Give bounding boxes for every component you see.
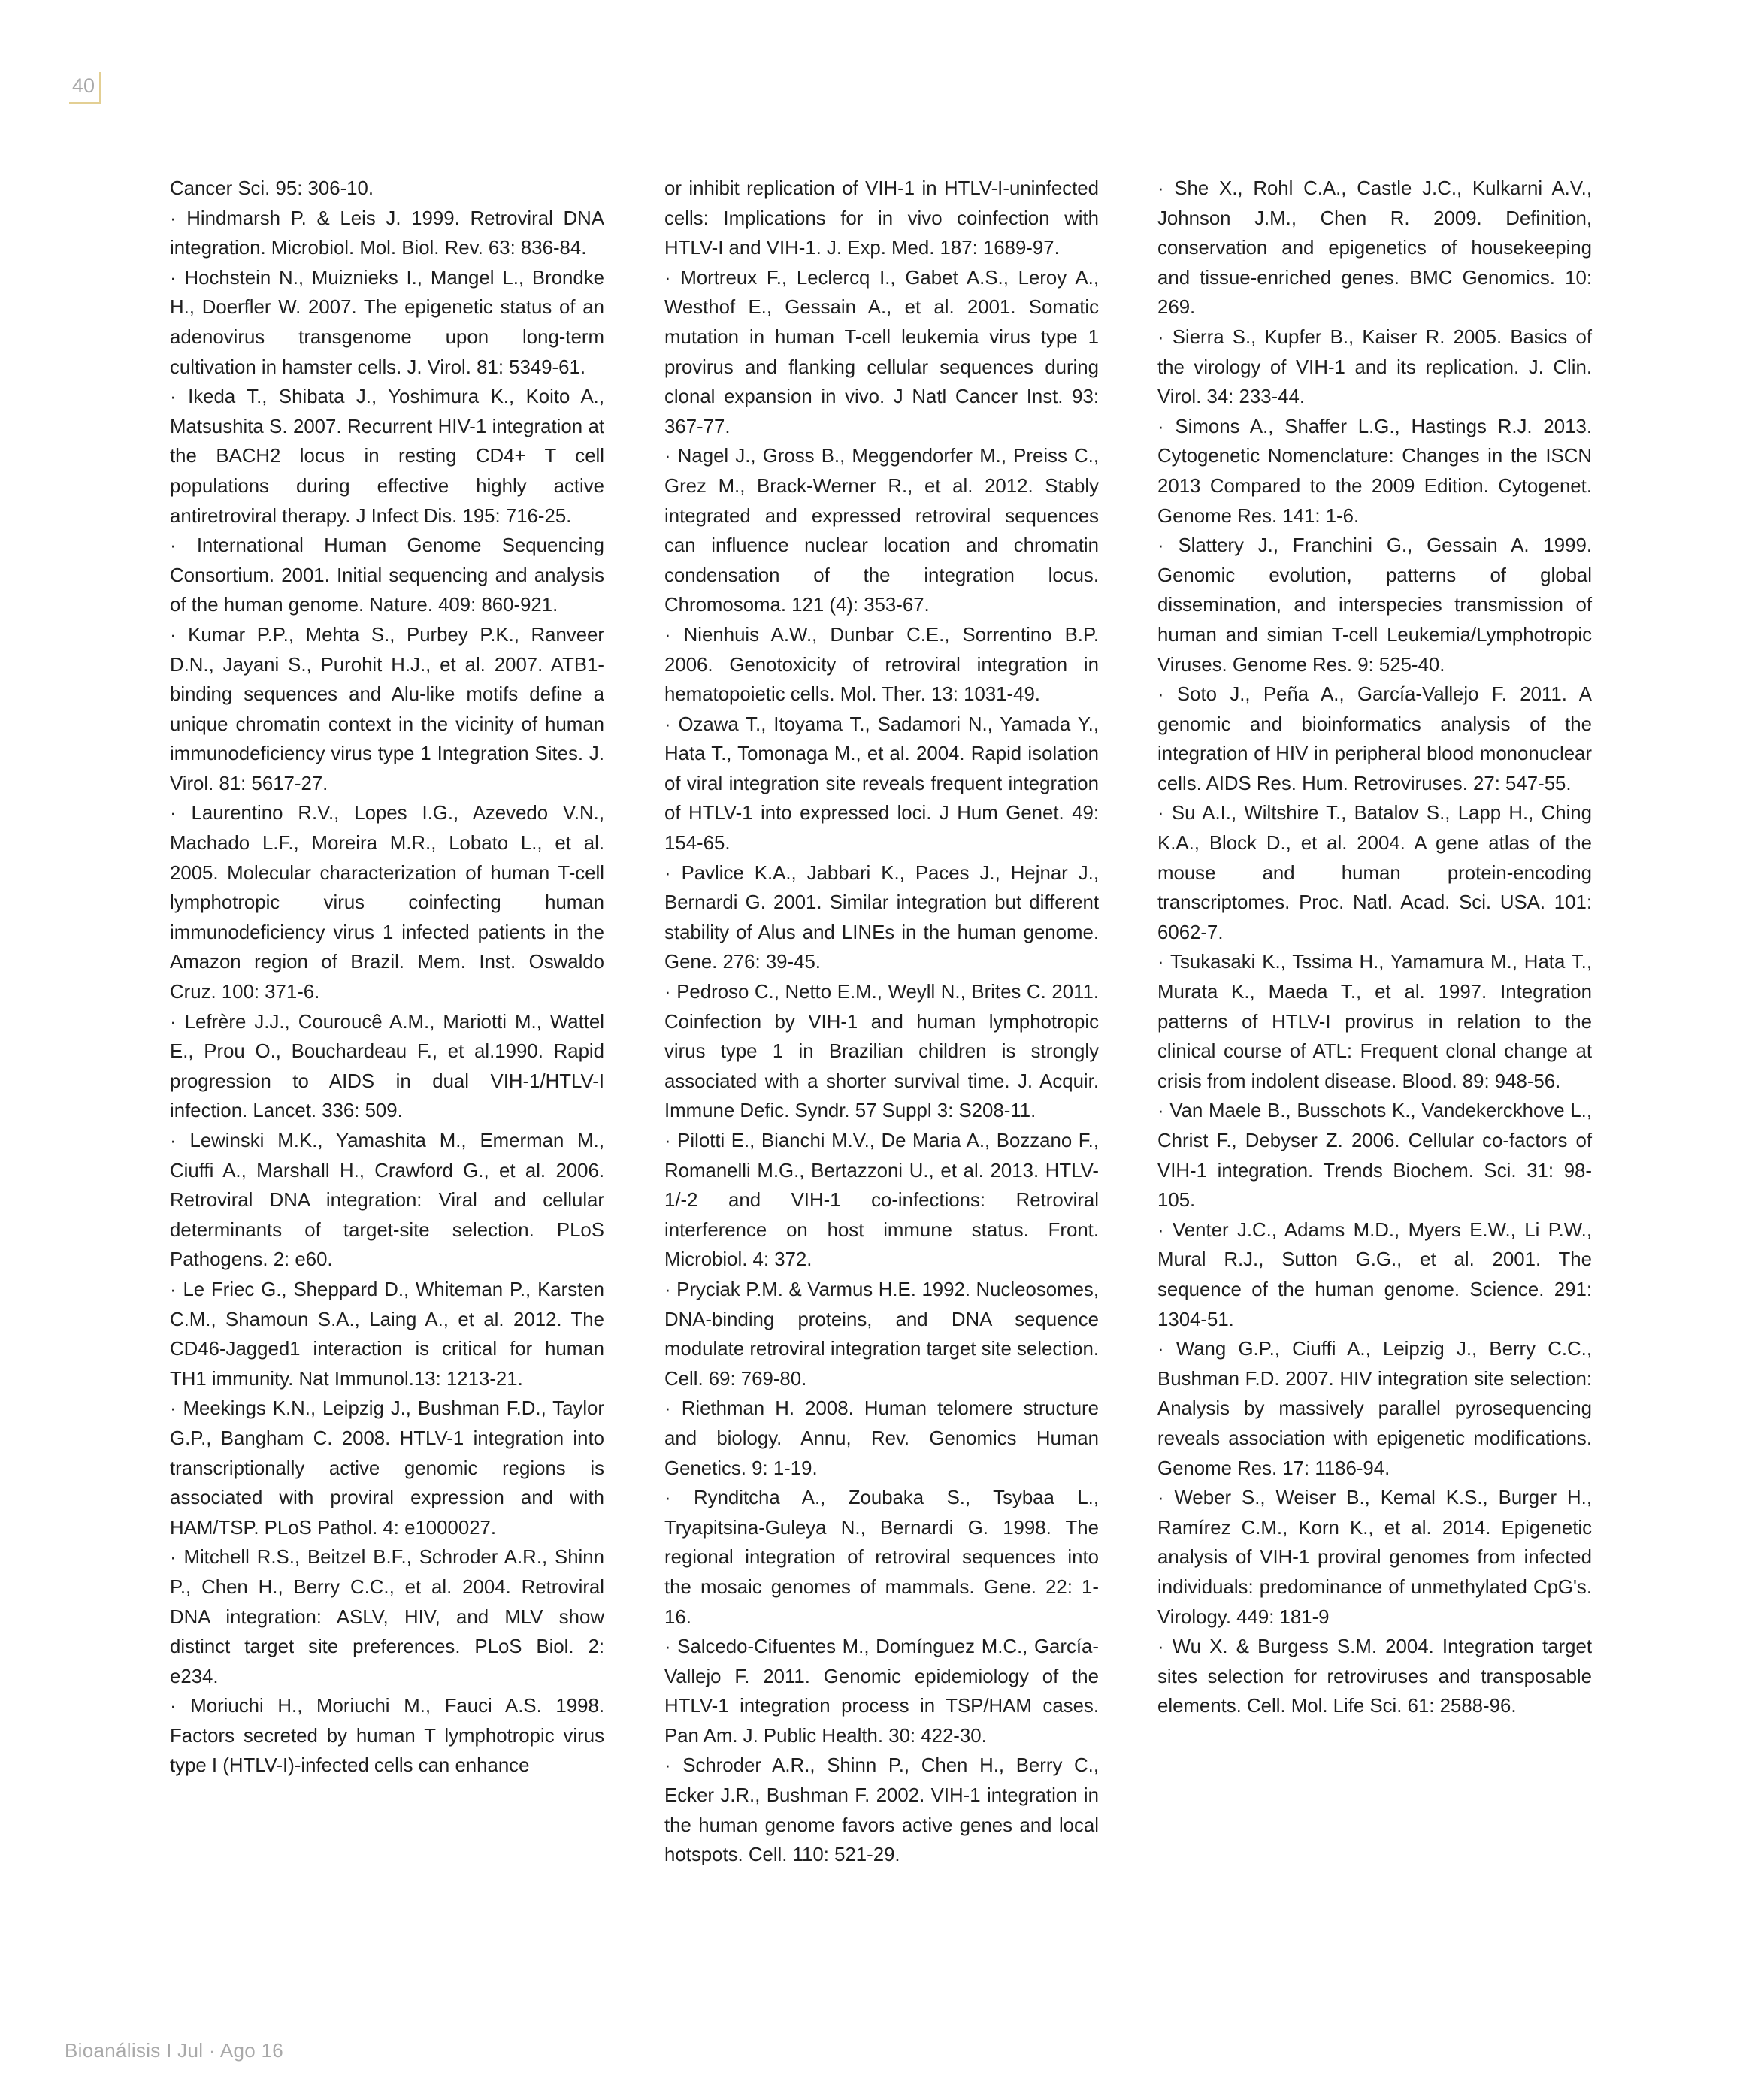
reference-entry: · Weber S., Weiser B., Kemal K.S., Burger H., Ramírez C.M., Korn K., et al. 2014. Epigenetic analysis of VIH-1 proviral genomes from infected individuals: predominance of unmethylated CpG's. Virology. 449: 181-9 [1157, 1487, 1592, 1628]
reference-entry: · Venter J.C., Adams M.D., Myers E.W., Li P.W., Mural R.J., Sutton G.G., et al. 2001. The sequence of the human genome. Science. 291: 1304-51. [1157, 1219, 1592, 1330]
reference-column-3 [1157, 174, 1592, 1722]
footer-journal-issue: Bioanálisis I Jul · Ago 16 [65, 2039, 284, 2062]
reference-entry: · Meekings K.N., Leipzig J., Bushman F.D., Taylor G.P., Bangham C. 2008. HTLV-1 integration into transcriptionally active genomic regions is associated with proviral expression and with HAM/TSP. PLoS Pathol. 4: e1000027. [170, 1398, 604, 1539]
reference-entry: · Wu X. & Burgess S.M. 2004. Integration target sites selection for retroviruses and transposable elements. Cell. Mol. Life Sci. 61: 2588-96. [1157, 1636, 1592, 1717]
reference-entry: · Soto J., Peña A., García-Vallejo F. 2011. A genomic and bioinformatics analysis of the integration of HIV in peripheral blood mononuclear cells. AIDS Res. Hum. Retroviruses. 27: 547-55. [1157, 684, 1592, 794]
reference-entry: · Rynditcha A., Zoubaka S., Tsybaa L., Tryapitsina-Guleya N., Bernardi G. 1998. The regional integration of retroviral sequences into the mosaic genomes of mammals. Gene. 22: 1-16. [664, 1487, 1099, 1628]
reference-entry: · Salcedo-Cifuentes M., Domínguez M.C., García-Vallejo F. 2011. Genomic epidemiology of the HTLV-1 integration process in TSP/HAM cases. Pan Am. J. Public Health. 30: 422-30. [664, 1636, 1099, 1747]
reference-entry: · Slattery J., Franchini G., Gessain A. 1999. Genomic evolution, patterns of global dissemination, and interspecies transmission of human and simian T-cell Leukemia/Lymphotropic Viruses. Genome Res. 9: 525-40. [1157, 535, 1592, 676]
reference-column-2 [664, 174, 1099, 1871]
reference-entry: · Su A.I., Wiltshire T., Batalov S., Lapp H., Ching K.A., Block D., et al. 2004. A gene atlas of the mouse and human protein-encoding transcriptomes. Proc. Natl. Acad. Sci. USA. 101: 6062-7. [1157, 803, 1592, 943]
reference-entry: · Sierra S., Kupfer B., Kaiser R. 2005. Basics of the virology of VIH-1 and its replication. J. Clin. Virol. 34: 233-44. [1157, 326, 1592, 408]
reference-entry: · Mitchell R.S., Beitzel B.F., Schroder A.R., Shinn P., Chen H., Berry C.C., et al. 2004. Retroviral DNA integration: ASLV, HIV, and MLV show distinct target site preferences. PLoS Biol. 2: e234. [170, 1547, 604, 1687]
reference-entry: · Van Maele B., Busschots K., Vandekerckhove L., Christ F., Debyser Z. 2006. Cellular co-factors of VIH-1 integration. Trends Biochem. Sci. 31: 98-105. [1157, 1100, 1592, 1212]
reference-entry: · Hindmarsh P. & Leis J. 1999. Retroviral DNA integration. Microbiol. Mol. Biol. Rev. 63: 836-84. [170, 207, 604, 259]
reference-entry: Cancer Sci. 95: 306-10. [170, 178, 374, 199]
reference-entry: · Tsukasaki K., Tssima H., Yamamura M., Hata T., Murata K., Maeda T., et al. 1997. Integration patterns of HTLV-I provirus in relation to the clinical course of ATL: Frequent clonal change at crisis from indolent disease. Blood. 89: 948-56. [1157, 952, 1592, 1092]
reference-entry: · She X., Rohl C.A., Castle J.C., Kulkarni A.V., Johnson J.M., Chen R. 2009. Definition, conservation and epigenetics of housekeeping and tissue-enriched genes. BMC Genomics. 10: 269. [1157, 178, 1592, 319]
reference-column-1 [170, 174, 604, 1781]
reference-entry: · Laurentino R.V., Lopes I.G., Azevedo V.N., Machado L.F., Moreira M.R., Lobato L., et al. 2005. Molecular characterization of human T-cell lymphotropic virus coinfecting human immunodeficiency virus 1 infected patients in the Amazon region of Brazil. Mem. Inst. Oswaldo Cruz. 100: 371-6. [170, 803, 604, 1003]
reference-entry: · International Human Genome Sequencing Consortium. 2001. Initial sequencing and analysis of the human genome. Nature. 409: 860-921. [170, 535, 604, 616]
reference-entry: · Ozawa T., Itoyama T., Sadamori N., Yamada Y., Hata T., Tomonaga M., et al. 2004. Rapid isolation of viral integration site reveals frequent integration of HTLV-1 into expressed loci. J Hum Genet. 49: 154-65. [664, 713, 1099, 855]
reference-entry: · Pilotti E., Bianchi M.V., De Maria A., Bozzano F., Romanelli M.G., Bertazzoni U., et al. 2013. HTLV-1/-2 and VIH-1 co-infections: Retroviral interference on host immune status. Front. Microbiol. 4: 372. [664, 1130, 1099, 1271]
reference-entry: · Pedroso C., Netto E.M., Weyll N., Brites C. 2011. Coinfection by VIH-1 and human lymphotropic virus type 1 in Brazilian children is strongly associated with a shorter survival time. J. Acquir. Immune Defic. Syndr. 57 Suppl 3: S208-11. [664, 982, 1099, 1122]
reference-entry: · Hochstein N., Muiznieks I., Mangel L., Brondke H., Doerfler W. 2007. The epigenetic status of an adenovirus transgenome upon long-term cultivation in hamster cells. J. Virol. 81: 5349-61. [170, 267, 604, 378]
reference-entry: · Kumar P.P., Mehta S., Purbey P.K., Ranveer D.N., Jayani S., Purohit H.J., et al. 2007. ATB1-binding sequences and Alu-like motifs define a unique chromatin context in the vicinity of human immunodeficiency virus type 1 Integration Sites. J. Virol. 81: 5617-27. [170, 624, 604, 794]
reference-entry: or inhibit replication of VIH-1 in HTLV-I-uninfected cells: Implications for in vivo coinfection with HTLV-I and VIH-1. J. Exp. Med. 187: 1689-97. [664, 178, 1099, 259]
reference-entry: · Riethman H. 2008. Human telomere structure and biology. Annu, Rev. Genomics Human Genetics. 9: 1-19. [664, 1398, 1099, 1479]
reference-entry: · Simons A., Shaffer L.G., Hastings R.J. 2013. Cytogenetic Nomenclature: Changes in the ISCN 2013 Compared to the 2009 Edition. Cytogenet. Genome Res. 141: 1-6. [1157, 416, 1592, 527]
reference-entry: · Pavlice K.A., Jabbari K., Paces J., Hejnar J., Bernardi G. 2001. Similar integration but different stability of Alus and LINEs in the human genome. Gene. 276: 39-45. [664, 862, 1099, 973]
page-number: 40 [69, 72, 101, 104]
reference-entry: · Mortreux F., Leclercq I., Gabet A.S., Leroy A., Westhof E., Gessain A., et al. 2001. Somatic mutation in human T-cell leukemia virus type 1 provirus and flanking cellular sequences during clonal expansion in vivo. J Natl Cancer Inst. 93: 367-77. [664, 267, 1099, 437]
reference-entry: · Le Friec G., Sheppard D., Whiteman P., Karsten C.M., Shamoun S.A., Laing A., et al. 2012. The CD46-Jagged1 interaction is critical for human TH1 immunity. Nat Immunol.13: 1213-21. [170, 1278, 604, 1390]
reference-entry: · Wang G.P., Ciuffi A., Leipzig J., Berry C.C., Bushman F.D. 2007. HIV integration site selection: Analysis by massively parallel pyrosequencing reveals association with epigenetic modifications. Genome Res. 17: 1186-94. [1157, 1339, 1592, 1479]
reference-entry: · Schroder A.R., Shinn P., Chen H., Berry C., Ecker J.R., Bushman F. 2002. VIH-1 integration in the human genome favors active genes and local hotspots. Cell. 110: 521-29. [664, 1755, 1099, 1866]
reference-entry: · Ikeda T., Shibata J., Yoshimura K., Koito A., Matsushita S. 2007. Recurrent HIV-1 integration at the BACH2 locus in resting CD4+ T cell populations during effective highly active antiretroviral therapy. J Infect Dis. 195: 716-25. [170, 386, 604, 527]
reference-entry: · Nienhuis A.W., Dunbar C.E., Sorrentino B.P. 2006. Genotoxicity of retroviral integration in hematopoietic cells. Mol. Ther. 13: 1031-49. [664, 624, 1099, 706]
reference-entry: · Pryciak P.M. & Varmus H.E. 1992. Nucleosomes, DNA-binding proteins, and DNA sequence modulate retroviral integration target site selection. Cell. 69: 769-80. [664, 1278, 1099, 1390]
reference-entry: · Nagel J., Gross B., Meggendorfer M., Preiss C., Grez M., Brack-Werner R., et al. 2012. Stably integrated and expressed retroviral sequences can influence nuclear location and chromatin condensation of the integration locus. Chromosoma. 121 (4): 353-67. [664, 446, 1099, 616]
reference-entry: · Moriuchi H., Moriuchi M., Fauci A.S. 1998. Factors secreted by human T lymphotropic virus type I (HTLV-I)-infected cells can enhance [170, 1696, 604, 1777]
reference-entry: · Lefrère J.J., Courouсê A.M., Mariotti M., Wattel E., Prou O., Bouchardeau F., et al.1990. Rapid progression to AIDS in dual VIH-1/HTLV-I infection. Lancet. 336: 509. [170, 1011, 604, 1122]
reference-entry: · Lewinski M.K., Yamashita M., Emerman M., Ciuffi A., Marshall H., Crawford G., et al. 2006. Retroviral DNA integration: Viral and cellular determinants of target-site selection. PLoS Pathogens. 2: e60. [170, 1130, 604, 1271]
